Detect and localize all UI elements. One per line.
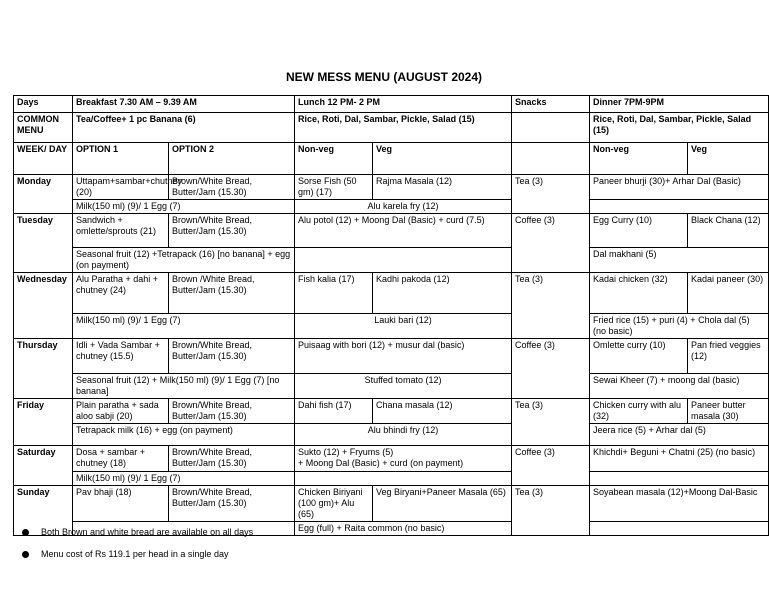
breakfast-option1: Uttapam+sambar+chutney (20) [73,175,169,200]
table-row-monday [14,175,769,200]
dinner-extra: Dal makhani (5) [590,248,769,273]
note-text: Both Brown and white bread are available on all days [41,527,254,537]
breakfast-option2: Brown/White Bread, Butter/Jam (15.30) [169,486,295,522]
dinner-nonveg: Chicken curry with alu (32) [590,399,688,424]
lunch-nonveg: Chicken Biriyani (100 gm)+ Alu (65) [295,486,373,522]
option1-header: OPTION 1 [73,143,169,175]
dinner-extra [590,200,769,214]
lunch-veg: Chana masala (12) [373,399,512,424]
lunch-nonveg: Sorse Fish (50 gm) (17) [295,175,373,200]
breakfast-option1: Sandwich + omlette/sprouts (21) [73,214,169,248]
dinner-nonveg: Kadai chicken (32) [590,273,688,314]
lunch-extra [295,472,512,486]
dinner-header: Dinner 7PM-9PM [590,96,769,113]
day-label: Thursday [14,339,73,399]
lunch-combined: Sukto (12) + Fryums (5) + Moong Dal (Basic) + curd (on payment) [295,446,512,472]
lunch-extra: Stuffed tomato (12) [295,374,512,399]
breakfast-option2: Brown/White Bread, Butter/Jam (15.30) [169,175,295,200]
dinner-extra: Fried rice (15) + puri (4) + Chola dal (5) (no basic) [590,314,769,339]
dinner-combined: Paneer bhurji (30)+ Arhar Dal (Basic) [590,175,769,200]
breakfast-extra: Milk(150 ml) (9)/ 1 Egg (7) [73,200,295,214]
common-menu-label: COMMON MENU [14,113,73,143]
dinner-nonveg: Omlette curry (10) [590,339,688,374]
breakfast-option2: Brown /White Bread, Butter/Jam (15.30) [169,273,295,314]
table-row-tuesday [14,214,769,248]
dinner-extra: Sewai Kheer (7) + moong dal (basic) [590,374,769,399]
dinner-veg: Paneer butter masala (30) [688,399,769,424]
lunch-veg: Rajma Masala (12) [373,175,512,200]
lunch-header: Lunch 12 PM- 2 PM [295,96,512,113]
breakfast-option2: Brown/White Bread, Butter/Jam (15.30) [169,446,295,472]
dinner-nonveg: Egg Curry (10) [590,214,688,248]
dinner-combined: Khichdi+ Beguni + Chatni (25) (no basic) [590,446,769,472]
dinner-extra [590,522,769,536]
dinner-nonveg-header: Non-veg [590,143,688,175]
breakfast-option2: Brown/White Bread, Butter/Jam (15.30) [169,399,295,424]
day-label: Sunday [14,486,73,536]
header-row [14,96,769,113]
snack: Tea (3) [512,399,590,446]
table-row-monday-extra [14,200,769,214]
breakfast-extra: Seasonal fruit (12) +Tetrapack (16) [no banana] + egg (on payment) [73,248,295,273]
dinner-extra [590,472,769,486]
snack: Tea (3) [512,486,590,536]
snack: Coffee (3) [512,339,590,399]
page-title: NEW MESS MENU (AUGUST 2024) [285,70,483,84]
snack: Tea (3) [512,175,590,214]
lunch-extra: Lauki bari (12) [295,314,512,339]
table-row-friday [14,399,769,424]
breakfast-option1: Dosa + sambar + chutney (18) [73,446,169,472]
breakfast-extra: Seasonal fruit (12) + Milk(150 ml) (9)/ 1 Egg (7) [no banana] [73,374,295,399]
option2-header: OPTION 2 [169,143,295,175]
common-breakfast: Tea/Coffee+ 1 pc Banana (6) [73,113,295,143]
snacks-header: Snacks [512,96,590,113]
table-row-saturday-extra [14,472,769,486]
breakfast-option1: Alu Paratha + dahi + chutney (24) [73,273,169,314]
dinner-veg: Kadai paneer (30) [688,273,769,314]
dinner-veg: Black Chana (12) [688,214,769,248]
dinner-veg: Pan fried veggies (12) [688,339,769,374]
table-row-sunday [14,486,769,522]
dinner-extra: Jeera rice (5) + Arhar dal (5) [590,424,769,446]
lunch-nonveg: Fish kalia (17) [295,273,373,314]
table-row-tuesday-extra [14,248,769,273]
table-row-wednesday [14,273,769,314]
dinner-combined: Soyabean masala (12)+Moong Dal-Basic [590,486,769,522]
table-row-thursday [14,339,769,374]
day-label: Wednesday [14,273,73,339]
breakfast-extra: Milk(150 ml) (9)/ 1 Egg (7) [73,314,295,339]
snack: Coffee (3) [512,446,590,486]
lunch-nonveg-header: Non-veg [295,143,373,175]
bullet-icon [22,529,29,536]
list-item [22,549,253,560]
lunch-extra: Alu bhindi fry (12) [295,424,512,446]
subheader-row [14,143,769,175]
breakfast-option2: Brown/White Bread, Butter/Jam (15.30) [169,214,295,248]
days-header: Days [14,96,73,113]
table-row-saturday [14,446,769,472]
lunch-combined: Puisaag with bori (12) + musur dal (basic) [295,339,512,374]
lunch-veg: Kadhi pakoda (12) [373,273,512,314]
week-day-header: WEEK/ DAY [14,143,73,175]
common-snacks [512,113,590,143]
lunch-veg: Veg Biryani+Paneer Masala (65) [373,486,512,522]
day-label: Saturday [14,446,73,486]
breakfast-option1: Plain paratha + sada aloo sabji (20) [73,399,169,424]
table-row-friday-extra [14,424,769,446]
breakfast-option1: Pav bhaji (18) [73,486,169,522]
dinner-veg-header: Veg [688,143,769,175]
breakfast-header: Breakfast 7.30 AM – 9.39 AM [73,96,295,113]
snack: Coffee (3) [512,214,590,273]
table-row-thursday-extra [14,374,769,399]
lunch-extra: Alu karela fry (12) [295,200,512,214]
list-item [22,527,253,538]
common-dinner: Rice, Roti, Dal, Sambar, Pickle, Salad (15) [590,113,769,143]
breakfast-option2: Brown/White Bread, Butter/Jam (15.30) [169,339,295,374]
common-lunch: Rice, Roti, Dal, Sambar, Pickle, Salad (15) [295,113,512,143]
day-label: Monday [14,175,73,214]
breakfast-extra: Tetrapack milk (16) + egg (on payment) [73,424,295,446]
lunch-nonveg: Dahi fish (17) [295,399,373,424]
day-label: Friday [14,399,73,446]
mess-menu-table [13,95,769,536]
lunch-veg-header: Veg [373,143,512,175]
table-row-wednesday-extra [14,314,769,339]
snack: Tea (3) [512,273,590,339]
day-label: Tuesday [14,214,73,273]
lunch-extra [295,248,512,273]
notes-list [22,527,253,571]
lunch-extra: Egg (full) + Raita common (no basic) [295,522,512,536]
lunch-combined: Alu potol (12) + Moong Dal (Basic) + curd (7.5) [295,214,512,248]
bullet-icon [22,551,29,558]
snacks-subheader [512,143,590,175]
breakfast-extra: Milk(150 ml) (9)/ 1 Egg (7) [73,472,295,486]
breakfast-option1: Idli + Vada Sambar + chutney (15.5) [73,339,169,374]
note-text: Menu cost of Rs 119.1 per head in a single day [41,549,229,559]
common-menu-row [14,113,769,143]
